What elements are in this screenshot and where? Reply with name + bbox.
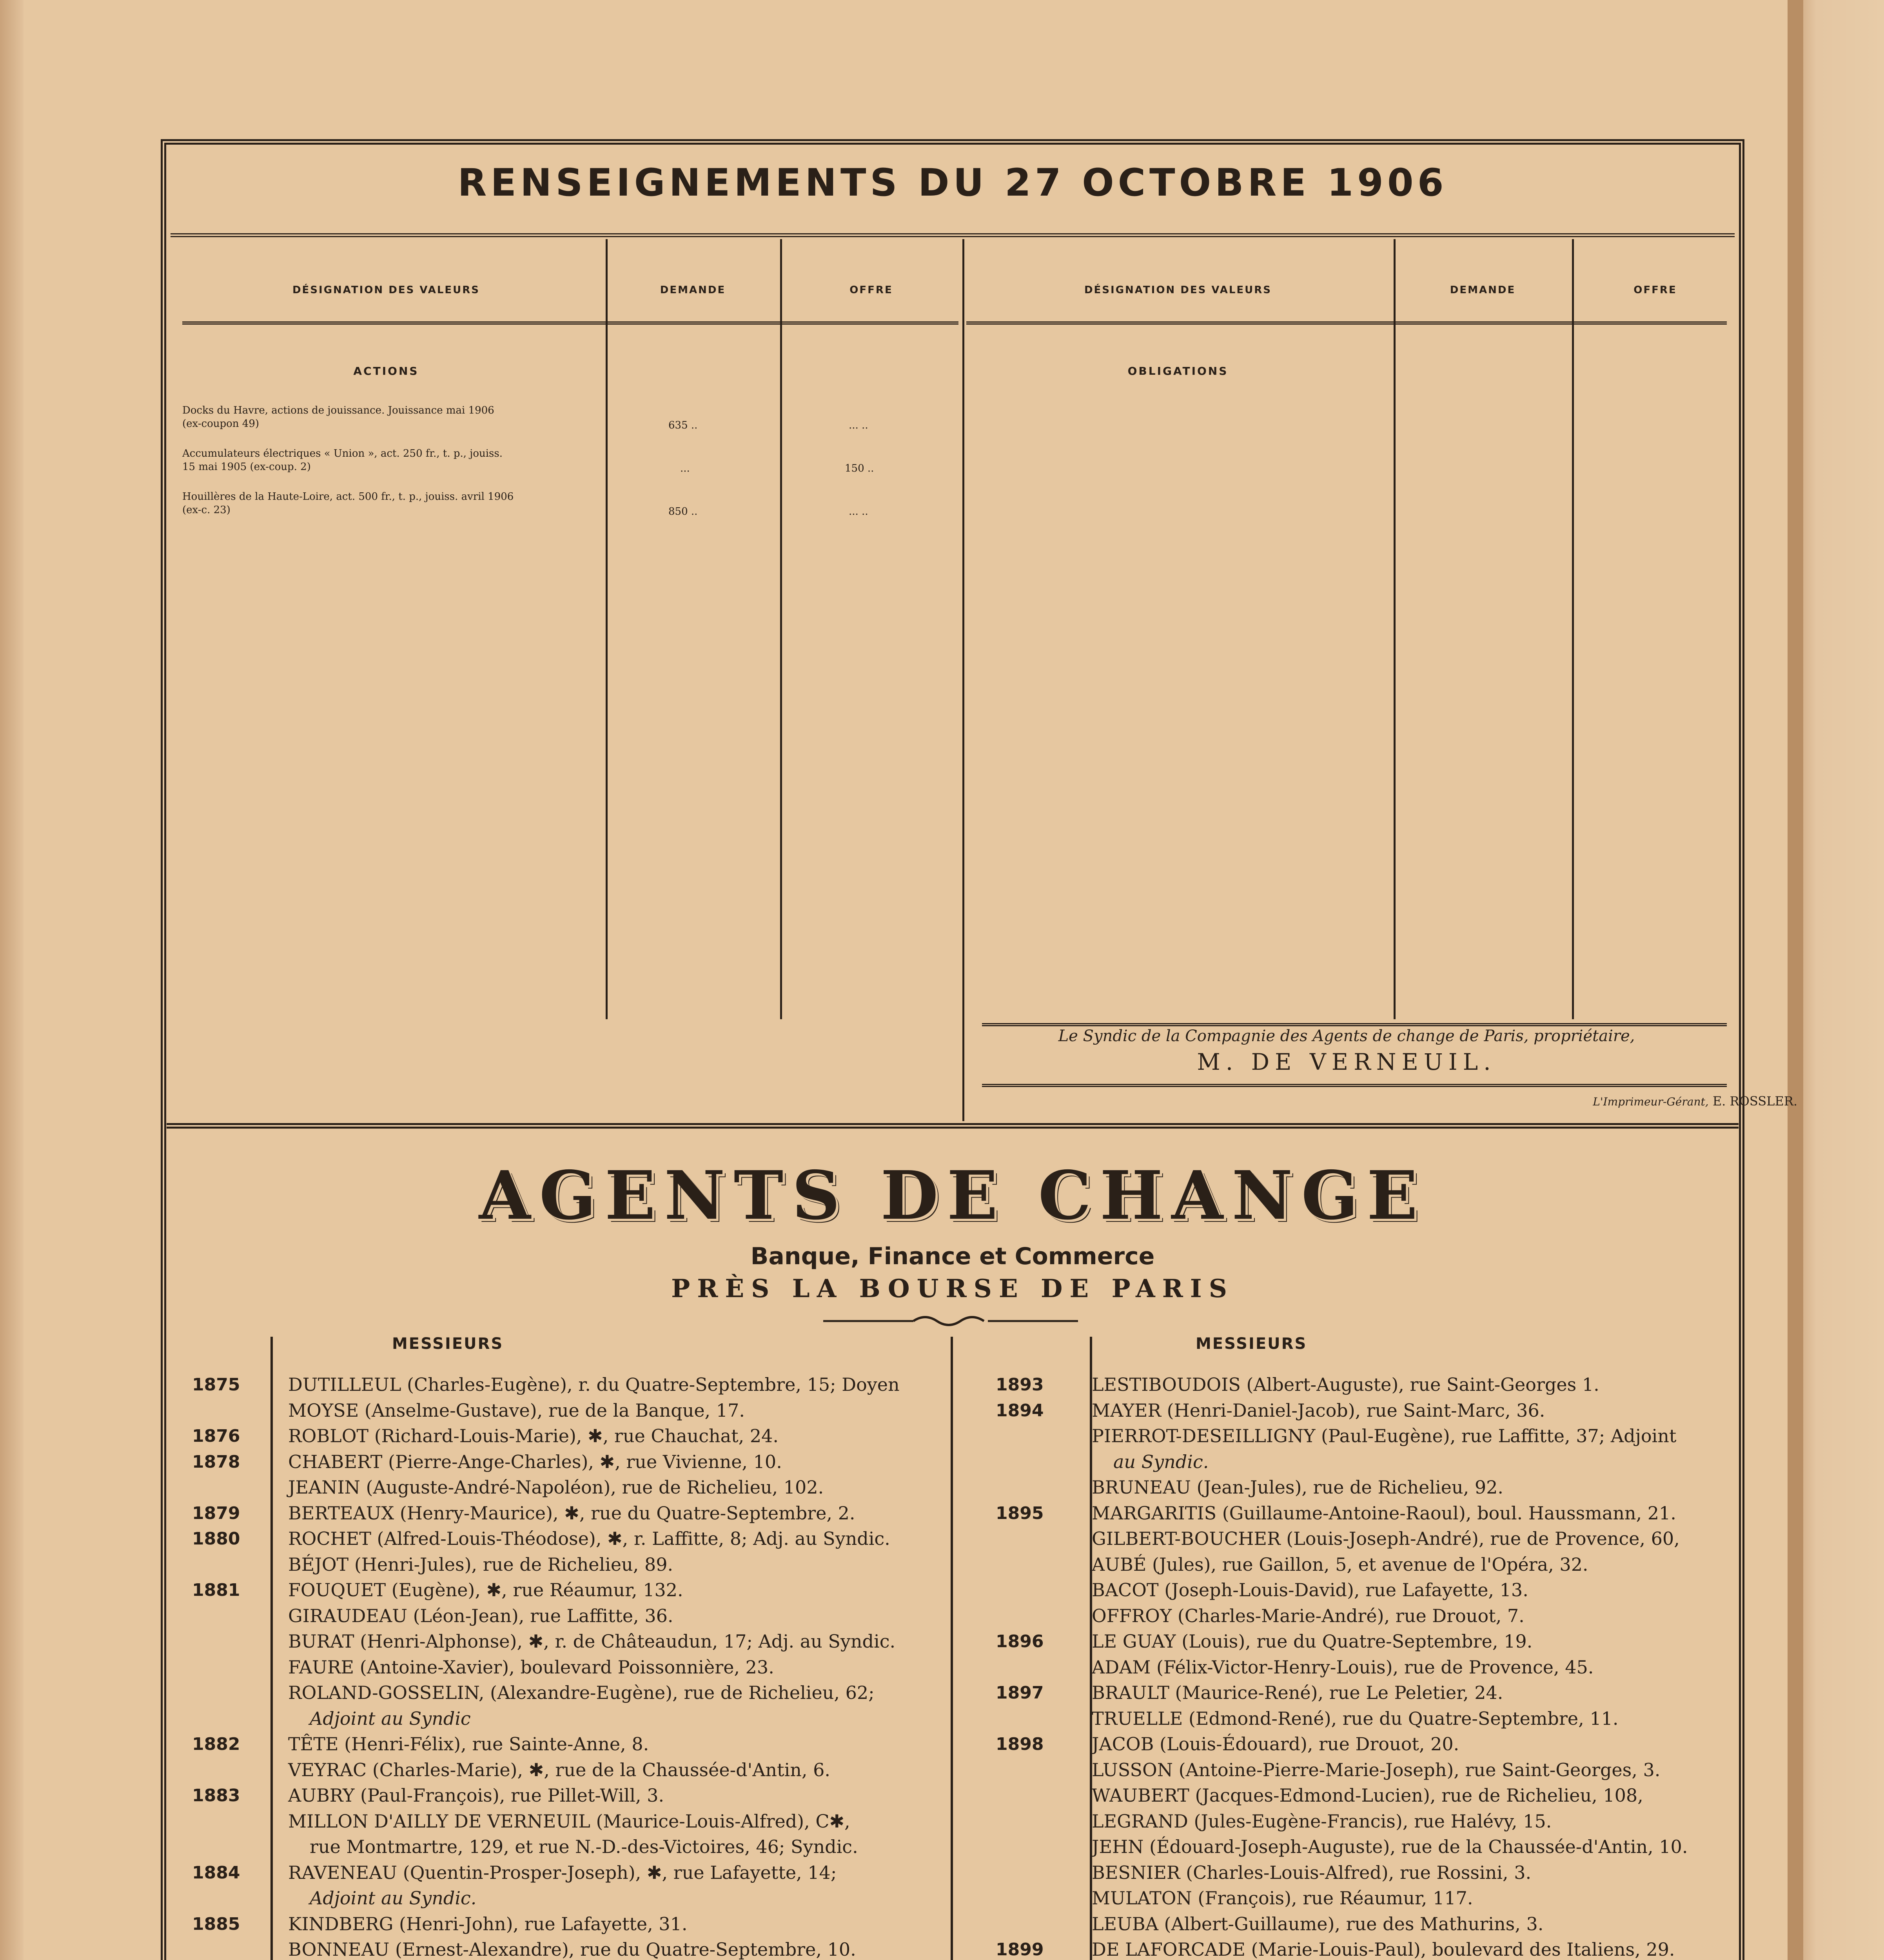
agent-row [996,1603,1737,1629]
agent-row [996,1680,1737,1706]
agent-entry: TÊTE (Henri-Félix), rue Sainte-Anne, 8. [288,1733,649,1755]
agent-row [996,1757,1737,1783]
agent-row [192,1449,949,1475]
renseignements-section [167,145,1797,1121]
agent-entry: FAURE (Antoine-Xavier), boulevard Poissonnière, 23. [288,1656,774,1678]
agent-entry: CHABERT (Pierre-Ange-Charles), ✱, rue Vivienne, 10. [288,1451,782,1472]
agent-row [996,1372,1737,1398]
agent-row [192,1552,949,1578]
section-divider [167,1123,1739,1129]
header-designation-right: DÉSIGNATION DES VALEURS [1084,284,1272,296]
agent-entry: MULATON (François), rue Réaumur, 117. [1092,1887,1473,1909]
agent-row [996,1475,1737,1501]
entry-line1: Accumulateurs électriques « Union », act. 250 fr., t. p., jouiss. [182,448,503,459]
agent-entry: AUBRY (Paul-François), rue Pillet-Will, 3. [288,1785,664,1806]
agent-entry: MOYSE (Anselme-Gustave), rue de la Banque, 17. [288,1399,745,1421]
agent-row [996,1860,1737,1886]
header-demande-right: DEMANDE [1450,284,1516,296]
entry-demande: ... [680,463,690,474]
agent-entry: JEANIN (Auguste-André-Napoléon), rue de Richelieu, 102. [288,1477,824,1498]
agent-row [192,1757,949,1783]
agent-row [996,1655,1737,1681]
imprimeur-line [1170,1094,1797,1109]
valeur-entry [182,447,598,474]
agent-entry: LE GUAY (Louis), rue du Quatre-Septembre, 19. [1092,1631,1533,1652]
agent-entry: Adjoint au Syndic. [310,1887,477,1909]
agent-row [192,1577,949,1603]
obligations-heading: OBLIGATIONS [1127,365,1229,377]
agent-year: 1878 [192,1452,240,1472]
col-line [606,239,608,1019]
agent-entry: BERTEAUX (Henry-Maurice), ✱, rue du Quatre-Septembre, 2. [288,1502,855,1524]
agent-year: 1895 [996,1503,1044,1523]
agent-entry: LESTIBOUDOIS (Albert-Auguste), rue Saint-Georges 1. [1092,1374,1599,1395]
agent-year: 1883 [192,1786,240,1806]
agent-entry: LEGRAND (Jules-Eugène-Francis), rue Halévy, 15. [1092,1810,1552,1832]
agent-row [192,1783,949,1809]
agent-year: 1885 [192,1914,240,1934]
agent-entry: AUBÉ (Jules), rue Gaillon, 5, et avenue de l'Opéra, 32. [1092,1553,1588,1575]
messieurs-left: MESSIEURS [392,1335,504,1353]
header-designation-left: DÉSIGNATION DES VALEURS [292,284,480,296]
agent-row [192,1526,949,1552]
renseignements-title: RENSEIGNEMENTS DU 27 OCTOBRE 1906 [457,161,1448,205]
entry-demande: 850 .. [668,506,698,517]
agent-row [192,1398,949,1424]
book-binding-edge [0,0,24,1960]
actions-heading: ACTIONS [353,365,419,377]
agent-entry: VEYRAC (Charles-Marie), ✱, rue de la Chaussée-d'Antin, 6. [288,1759,831,1780]
agent-row [996,1809,1737,1835]
agents-list-right [996,1372,1737,1960]
agent-row [996,1629,1737,1655]
syndic-line: Le Syndic de la Compagnie des Agents de change de Paris, propriétaire, [1058,1027,1635,1045]
agent-row [996,1552,1737,1578]
agent-year: 1897 [996,1683,1044,1703]
agent-row [192,1603,949,1629]
syndic-bottom-rule [982,1084,1727,1087]
agents-title: AGENTS DE CHANGE [479,1156,1427,1235]
agent-entry: BONNEAU (Ernest-Alexandre), rue du Quatre-Septembre, 10. [288,1939,856,1960]
agent-row [192,1655,949,1681]
imprimeur-label: L'Imprimeur-Gérant, [1593,1095,1709,1108]
agent-entry: Adjoint au Syndic [310,1708,471,1729]
agent-year: 1898 [996,1734,1044,1754]
header-demande-left: DEMANDE [660,284,726,296]
agent-row [192,1886,949,1911]
agent-row [192,1809,949,1835]
agent-row [996,1398,1737,1424]
imprimeur-name: E. ROSSLER. [1712,1094,1797,1109]
agent-entry: WAUBERT (Jacques-Edmond-Lucien), rue de Richelieu, 108, [1092,1785,1643,1806]
agent-entry: ROCHET (Alfred-Louis-Théodose), ✱, r. Laffitte, 8; Adj. au Syndic. [288,1528,890,1549]
agent-row [192,1680,949,1706]
entry-line2: 15 mai 1905 (ex-coup. 2) [182,461,311,473]
agent-entry: TRUELLE (Edmond-René), rue du Quatre-Septembre, 11. [1092,1708,1619,1729]
entry-demande: 635 .. [668,419,698,431]
agent-entry: LEUBA (Albert-Guillaume), rue des Mathurins, 3. [1092,1913,1544,1935]
ornament-icon [823,1311,1078,1331]
syndic-top-rule [982,1023,1727,1026]
entry-line1: Docks du Havre, actions de jouissance. Jouissance mai 1906 [182,405,494,416]
agent-row [192,1423,949,1449]
agent-entry: DE LAFORCADE (Marie-Louis-Paul), boulevard des Italiens, 29. [1092,1939,1675,1960]
agent-entry: BRAULT (Maurice-René), rue Le Peletier, 24. [1092,1682,1503,1703]
header-rule-right [966,321,1727,325]
entry-line2: (ex-c. 23) [182,504,231,516]
agent-row [192,1834,949,1860]
title-rule [171,233,1735,237]
agent-entry: JACOB (Louis-Édouard), rue Drouot, 20. [1092,1733,1459,1755]
agents-subtitle: Banque, Finance et Commerce [750,1243,1155,1270]
agents-list-left [192,1372,949,1960]
agent-row [192,1706,949,1732]
agent-entry: BRUNEAU (Jean-Jules), rue de Richelieu, 92. [1092,1477,1504,1498]
agent-entry: PIERROT-DESEILLIGNY (Paul-Eugène), rue Laffitte, 37; Adjoint [1092,1425,1677,1446]
agent-row [996,1783,1737,1809]
agent-entry: ADAM (Félix-Victor-Henry-Louis), rue de Provence, 45. [1092,1656,1594,1678]
agent-row [192,1372,949,1398]
agent-entry: BACOT (Joseph-Louis-David), rue Lafayette, 13. [1092,1579,1528,1601]
agent-row [192,1501,949,1526]
agent-year: 1882 [192,1734,240,1754]
agent-year: 1893 [996,1375,1044,1395]
agent-row [996,1501,1737,1526]
agent-entry: au Syndic. [1113,1451,1209,1472]
entry-offre: ... .. [849,506,868,517]
agent-year: 1894 [996,1400,1044,1421]
agent-entry: GILBERT-BOUCHER (Louis-Joseph-André), rue de Provence, 60, [1092,1528,1680,1549]
agent-entry: FOUQUET (Eugène), ✱, rue Réaumur, 132. [288,1579,683,1601]
col-line [1572,239,1574,1019]
valeur-entry [182,490,598,517]
agent-year: 1899 [996,1940,1044,1960]
agent-entry: ROBLOT (Richard-Louis-Marie), ✱, rue Chauchat, 24. [288,1425,779,1446]
col-line [1394,239,1396,1019]
agent-year: 1875 [192,1375,240,1395]
agent-row [996,1834,1737,1860]
agent-entry: BESNIER (Charles-Louis-Alfred), rue Rossini, 3. [1092,1862,1532,1883]
header-rule-left [182,321,958,325]
entry-offre: ... .. [849,419,868,431]
agent-entry: BÉJOT (Henri-Jules), rue de Richelieu, 89. [288,1553,673,1575]
agent-entry: ROLAND-GOSSELIN, (Alexandre-Eugène), rue de Richelieu, 62; [288,1682,875,1703]
col-line [780,239,782,1019]
agent-row [192,1860,949,1886]
agent-row [996,1526,1737,1552]
center-divider [951,1337,953,1960]
messieurs-right: MESSIEURS [1196,1335,1307,1353]
agent-entry: LUSSON (Antoine-Pierre-Marie-Joseph), rue Saint-Georges, 3. [1092,1759,1661,1780]
agent-entry: BURAT (Henri-Alphonse), ✱, r. de Châteaudun, 17; Adj. au Syndic. [288,1631,896,1652]
agent-row [996,1449,1737,1475]
agent-year: 1879 [192,1503,240,1523]
agent-year: 1881 [192,1580,240,1600]
agent-row [996,1886,1737,1911]
header-offre-left: OFFRE [849,284,893,296]
entry-line2: (ex-coupon 49) [182,418,260,430]
agent-row [192,1731,949,1757]
agent-row [996,1731,1737,1757]
agent-entry: rue Montmartre, 129, et rue N.-D.-des-Victoires, 46; Syndic. [310,1836,858,1857]
syndic-name: M. DE VERNEUIL. [1197,1049,1496,1075]
agent-row [996,1706,1737,1732]
agent-entry: OFFROY (Charles-Marie-André), rue Drouot, 7. [1092,1605,1525,1626]
agent-entry: RAVENEAU (Quentin-Prosper-Joseph), ✱, rue Lafayette, 14; [288,1862,837,1883]
agent-entry: DUTILLEUL (Charles-Eugène), r. du Quatre-Septembre, 15; Doyen [288,1374,900,1395]
agents-subtitle-bourse: PRÈS LA BOURSE DE PARIS [671,1274,1234,1303]
agent-year: 1876 [192,1426,240,1446]
agent-entry: MARGARITIS (Guillaume-Antoine-Raoul), boul. Haussmann, 21. [1092,1502,1676,1524]
agent-entry: MILLON D'AILLY DE VERNEUIL (Maurice-Louis-Alfred), C✱, [288,1810,850,1832]
next-page-edge [1788,0,1884,1960]
agent-row [192,1475,949,1501]
agent-year: 1884 [192,1862,240,1883]
agent-row [192,1937,949,1960]
agent-year: 1880 [192,1529,240,1549]
agent-entry: MAYER (Henri-Daniel-Jacob), rue Saint-Marc, 36. [1092,1399,1545,1421]
header-offre-right: OFFRE [1634,284,1677,296]
agent-row [192,1629,949,1655]
agent-row [996,1577,1737,1603]
entry-line1: Houillères de la Haute-Loire, act. 500 fr., t. p., jouiss. avril 1906 [182,491,514,503]
agent-year: 1896 [996,1632,1044,1651]
agent-entry: GIRAUDEAU (Léon-Jean), rue Laffitte, 36. [288,1605,673,1626]
page-gutter [1788,0,1803,1960]
valeur-entry [182,404,598,430]
agent-row [996,1937,1737,1960]
agent-entry: JEHN (Édouard-Joseph-Auguste), rue de la Chaussée-d'Antin, 10. [1092,1836,1688,1857]
agent-entry: KINDBERG (Henri-John), rue Lafayette, 31. [288,1913,688,1935]
entry-offre: 150 .. [845,463,874,474]
agent-row [996,1911,1737,1937]
agent-row [192,1911,949,1937]
agent-row [996,1423,1737,1449]
